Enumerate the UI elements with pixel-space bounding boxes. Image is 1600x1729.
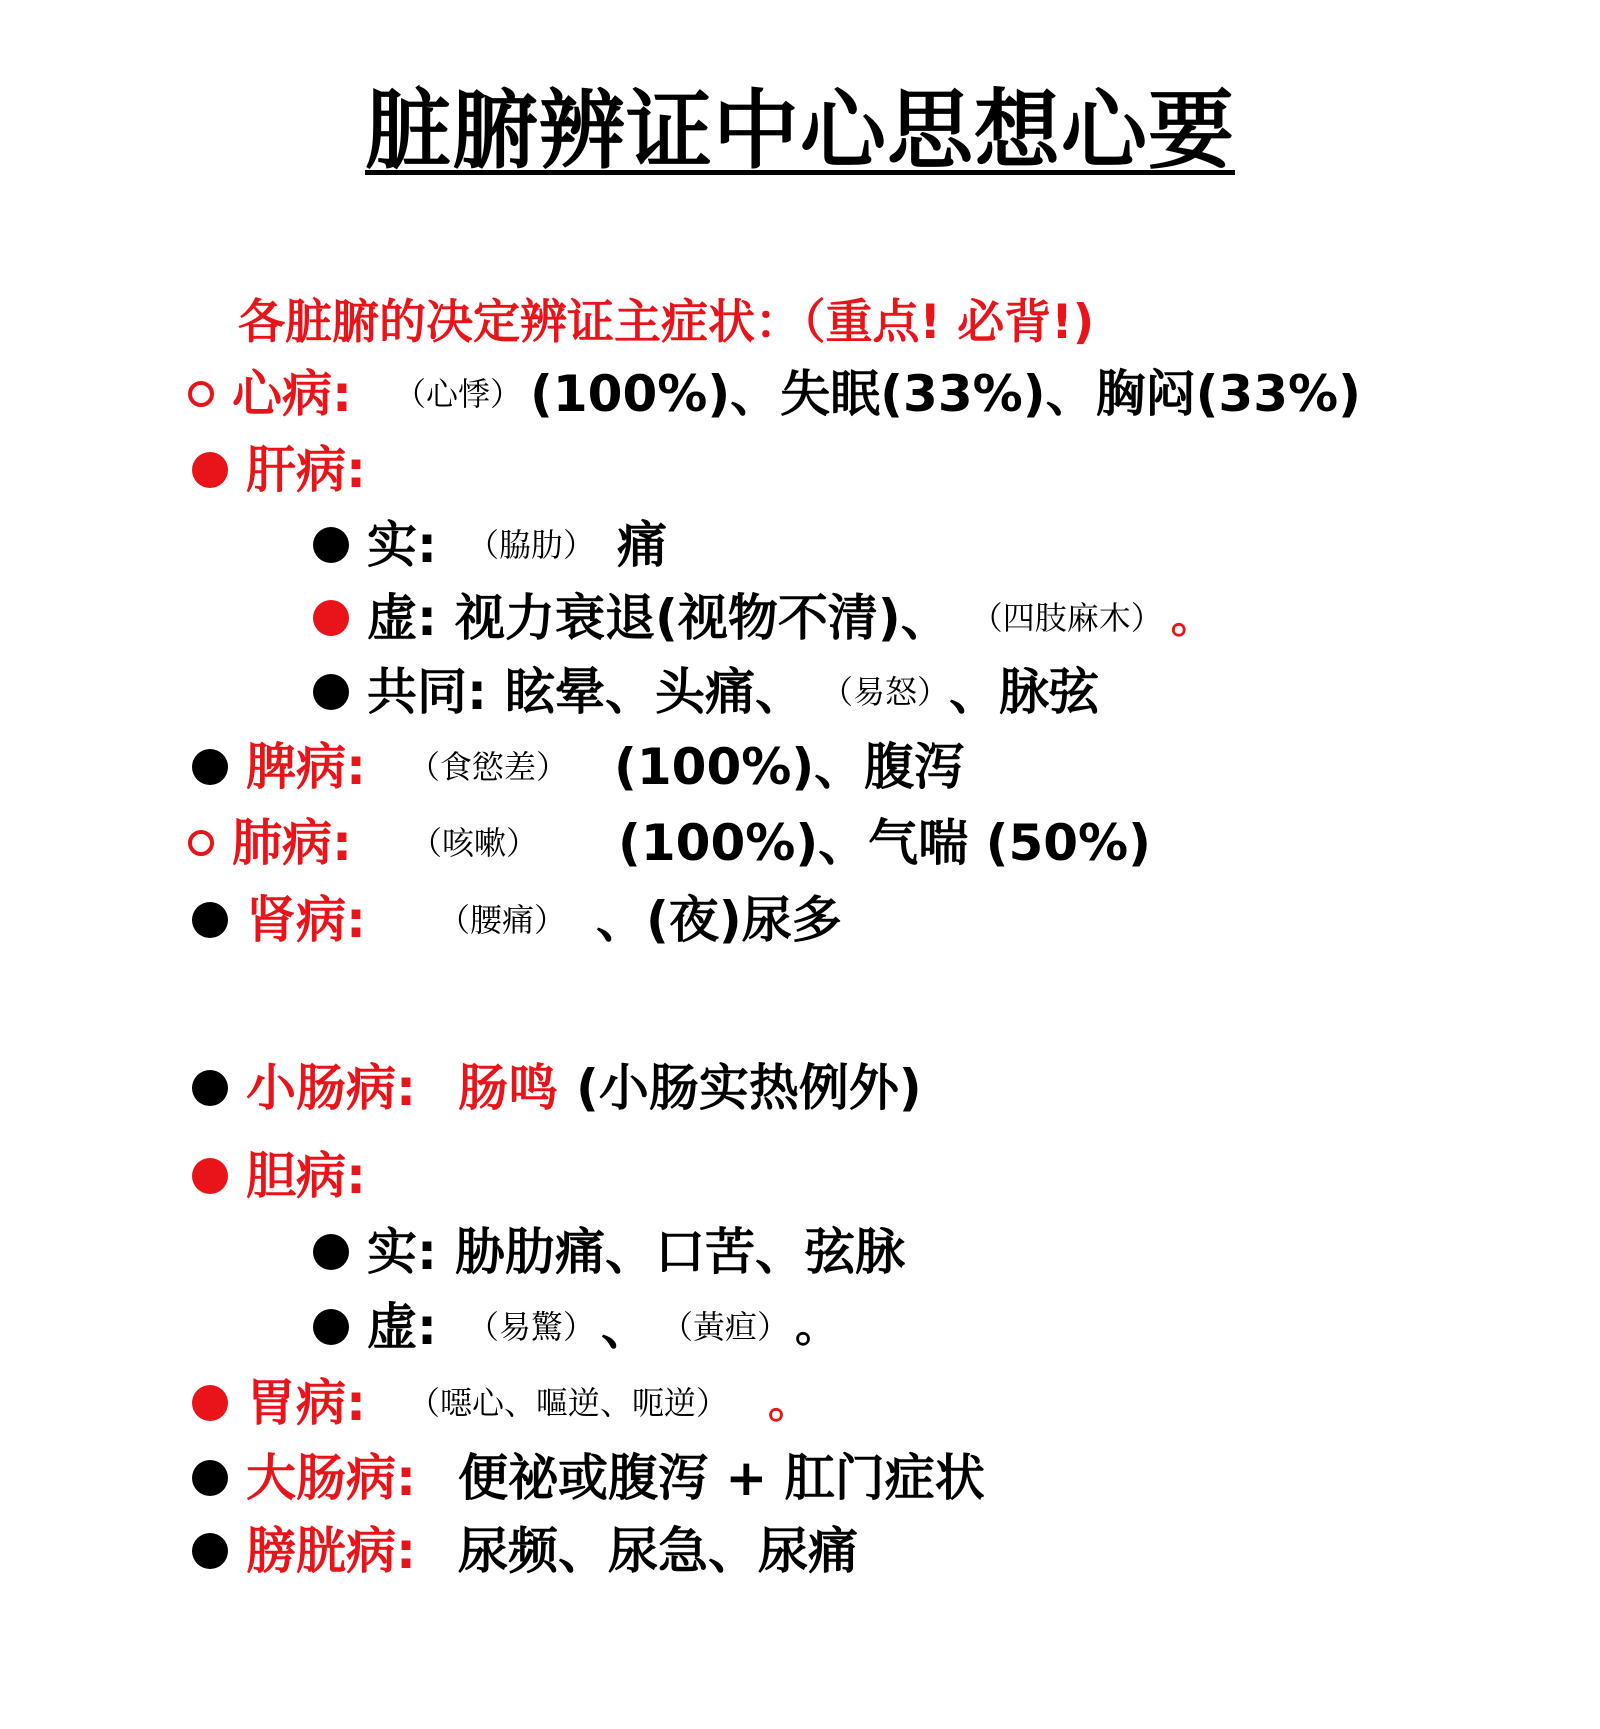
red-bullet-icon bbox=[313, 600, 349, 636]
black-bullet-icon bbox=[313, 1309, 349, 1345]
note-shen: （腰痛） bbox=[438, 901, 567, 939]
note-wei: （噁心、嘔逆、呃逆） bbox=[408, 1384, 729, 1422]
black-bullet-icon bbox=[313, 1234, 349, 1270]
label-dan-shi: 实: bbox=[367, 1223, 437, 1281]
text-fei: (100%)、气喘 (50%) bbox=[618, 814, 1151, 872]
row-gan bbox=[192, 440, 366, 500]
text-dachang: 便祕或腹泻 + 肛门症状 bbox=[458, 1449, 985, 1507]
note-gan-shi: （脇肋） bbox=[467, 526, 596, 564]
red-bullet-icon bbox=[192, 1385, 228, 1421]
subtitle: 各脏腑的决定辨证主症状：（重点! 必背!) bbox=[238, 295, 1095, 350]
row-shen bbox=[192, 890, 842, 950]
note-dan-xu-2: （黃疸） bbox=[661, 1308, 790, 1346]
text-gan-gong: 眩晕、头痛、 bbox=[505, 663, 805, 721]
end-dan-xu: 。 bbox=[795, 1301, 840, 1352]
end-wei: 。 bbox=[768, 1377, 813, 1428]
page-title-text: 脏腑辨证中心思想心要 bbox=[365, 81, 1235, 181]
row-pangguang bbox=[192, 1521, 858, 1581]
label-gan-gong: 共同: bbox=[367, 663, 487, 721]
label-gan-xu: 虚: bbox=[367, 589, 437, 647]
hollow-circle-icon bbox=[188, 381, 214, 407]
label-pi: 脾病: bbox=[246, 738, 366, 796]
text-gan-xu: 视力衰退(视物不清)、 bbox=[455, 589, 951, 647]
row-gan-gong bbox=[313, 662, 1099, 722]
row-dan-xu bbox=[313, 1297, 839, 1357]
row-fei bbox=[188, 813, 1151, 873]
label-shen: 肾病: bbox=[246, 891, 366, 949]
label-gan-shi: 实: bbox=[367, 516, 437, 574]
label-wei: 胃病: bbox=[246, 1374, 366, 1432]
text-dan-shi: 胁肋痛、口苦、弦脉 bbox=[455, 1223, 905, 1281]
black-bullet-icon bbox=[192, 1460, 228, 1496]
page-title bbox=[0, 82, 1600, 181]
end-gan-xu: 。 bbox=[1170, 592, 1215, 643]
black-bullet-icon bbox=[192, 1070, 228, 1106]
note-pi: （食慾差） bbox=[408, 748, 569, 786]
row-dachang bbox=[192, 1448, 985, 1508]
text-xin: (100%)、失眠(33%)、胸闷(33%) bbox=[530, 365, 1361, 423]
label-xin: 心病: bbox=[232, 365, 352, 423]
text-pangguang: 尿频、尿急、尿痛 bbox=[458, 1522, 858, 1580]
black-bullet-icon bbox=[192, 1533, 228, 1569]
text-gan-shi: 痛 bbox=[617, 516, 668, 574]
label-dan: 胆病: bbox=[246, 1147, 366, 1205]
label-dan-xu: 虚: bbox=[367, 1298, 437, 1356]
sep-dan-xu: 、 bbox=[601, 1298, 652, 1356]
label-dachang: 大肠病: bbox=[246, 1449, 416, 1507]
note-gan-xu: （四肢麻木） bbox=[970, 599, 1163, 637]
row-xiaochang bbox=[192, 1058, 922, 1118]
label-fei: 肺病: bbox=[232, 814, 352, 872]
label-xiaochang: 小肠病: bbox=[246, 1059, 416, 1117]
text-xiaochang-red: 肠鸣 bbox=[458, 1059, 558, 1117]
row-dan-shi bbox=[313, 1222, 905, 1282]
text-gan-gong-2: 、脉弦 bbox=[949, 663, 1100, 721]
label-pangguang: 膀胱病: bbox=[246, 1522, 416, 1580]
text-shen: 、(夜)尿多 bbox=[596, 891, 842, 949]
note-fei: （咳嗽） bbox=[410, 824, 539, 862]
text-pi: (100%)、腹泻 bbox=[614, 738, 965, 796]
row-pi bbox=[192, 737, 964, 797]
black-bullet-icon bbox=[313, 527, 349, 563]
black-bullet-icon bbox=[192, 749, 228, 785]
black-bullet-icon bbox=[192, 902, 228, 938]
row-dan bbox=[192, 1146, 366, 1206]
row-gan-xu bbox=[313, 588, 1215, 648]
black-bullet-icon bbox=[313, 674, 349, 710]
note-xin: （心悸） bbox=[394, 375, 523, 413]
row-xin bbox=[188, 364, 1361, 424]
red-bullet-icon bbox=[192, 452, 228, 488]
row-gan-shi bbox=[313, 515, 667, 575]
text-xiaochang: (小肠实热例外) bbox=[576, 1059, 922, 1117]
note-gan-gong: （易怒） bbox=[821, 673, 950, 711]
label-gan: 肝病: bbox=[246, 441, 366, 499]
note-dan-xu: （易驚） bbox=[467, 1308, 596, 1346]
red-bullet-icon bbox=[192, 1158, 228, 1194]
row-wei bbox=[192, 1373, 812, 1433]
hollow-circle-icon bbox=[188, 830, 214, 856]
